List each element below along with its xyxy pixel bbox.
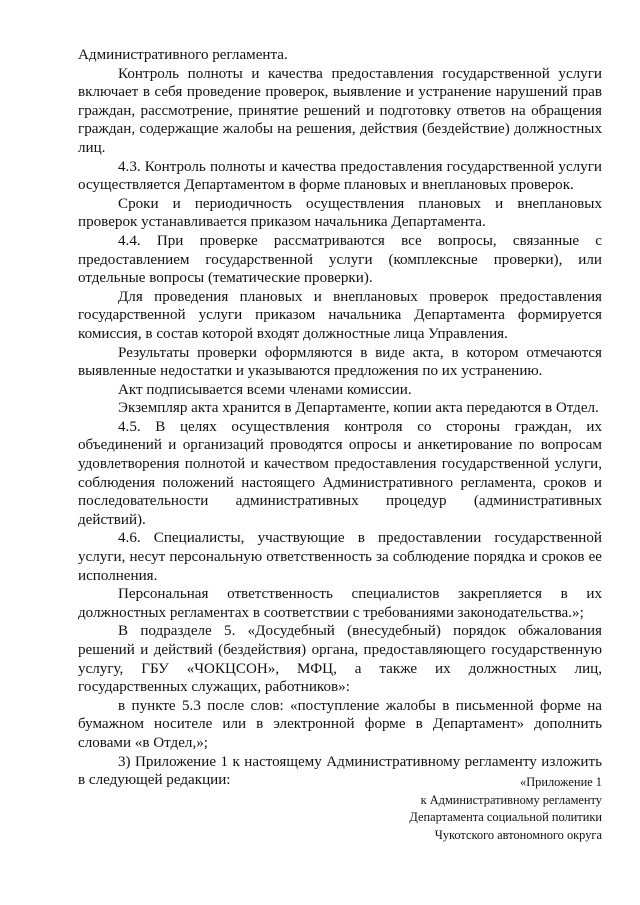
document-body [78, 46, 602, 790]
paragraph-4-3: 4.3. Контроль полноты и качества предоставления государственной услуги осуществляется Департаментом в форме плановых и внеплановых проверок. [78, 158, 602, 194]
paragraph-subsection-5: В подразделе 5. «Досудебный (внесудебный) порядок обжалования решений и действий (бездействия) органа, предоставляющего государственную услугу, ГБУ «ЧОКЦСОН», МФЦ, а также их должностных лиц, государственных служащих, работников»: [78, 623, 602, 696]
appendix-header [282, 774, 602, 845]
paragraph-4-5: 4.5. В целях осуществления контроля со стороны граждан, их объединений и организаций проводятся опросы и анкетирование по вопросам удовлетворения полнотой и качеством предоставления государственной услуги, соблюдения положений настоящего Административного регламента, сроков и последовательности административных процедур (административных действий). [78, 418, 602, 528]
paragraph-inspection-periodicity: Сроки и периодичность осуществления плановых и внеплановых проверок устанавливается приказом начальника Департамента. [78, 195, 602, 231]
paragraph-continuation: Административного регламента. [78, 47, 288, 63]
paragraph-appendix-amendment: 3) Приложение 1 к настоящему Административному регламенту изложить в следующей редакции: [78, 753, 602, 789]
paragraph-4-4: 4.4. При проверке рассматриваются все вопросы, связанные с предоставлением государственной услуги (комплексные проверки), или отдельные вопросы (тематические проверки). [78, 232, 602, 287]
paragraph-control-scope: Контроль полноты и качества предоставления государственной услуги включает в себя проведение проверок, выявление и устранение нарушений прав граждан, рассмотрение, принятие решений и подготовку ответов на обращения граждан, содержащие жалобы на решения, действия (бездействие) должностных лиц. [78, 65, 602, 156]
paragraph-commission: Для проведения плановых и внеплановых проверок предоставления государственной услуги приказом начальника Департамента формируется комиссия, в состав которой входят должностные лица Управления. [78, 288, 602, 342]
paragraph-act-storage: Экземпляр акта хранится в Департаменте, копии акта передаются в Отдел. [118, 400, 599, 417]
paragraph-personal-responsibility: Персональная ответственность специалистов закрепляется в их должностных регламентах в соответствии с требованиями законодательства.»; [78, 586, 602, 621]
paragraph-clause-5-3: в пункте 5.3 после слов: «поступление жалобы в письменной форме на бумажном носителе или в электронной форме в Департамент» дополнить словами «в Отдел,»; [78, 697, 602, 751]
appendix-header-line: «Приложение 1 [520, 775, 602, 789]
appendix-header-line: к Административному регламенту [420, 792, 602, 807]
paragraph-inspection-results: Результаты проверки оформляются в виде акта, в котором отмечаются выявленные недостатки и указываются предложения по их устранению. [78, 344, 602, 380]
paragraph-4-6: 4.6. Специалисты, участвующие в предоставлении государственной услуги, несут персональную ответственность за соблюдение порядка и сроков ее исполнения. [78, 530, 602, 584]
paragraph-act-signing: Акт подписывается всеми членами комиссии. [118, 381, 412, 398]
appendix-header-line: Департамента социальной политики [409, 810, 602, 825]
appendix-header-line: Чукотского автономного округа [434, 828, 602, 843]
